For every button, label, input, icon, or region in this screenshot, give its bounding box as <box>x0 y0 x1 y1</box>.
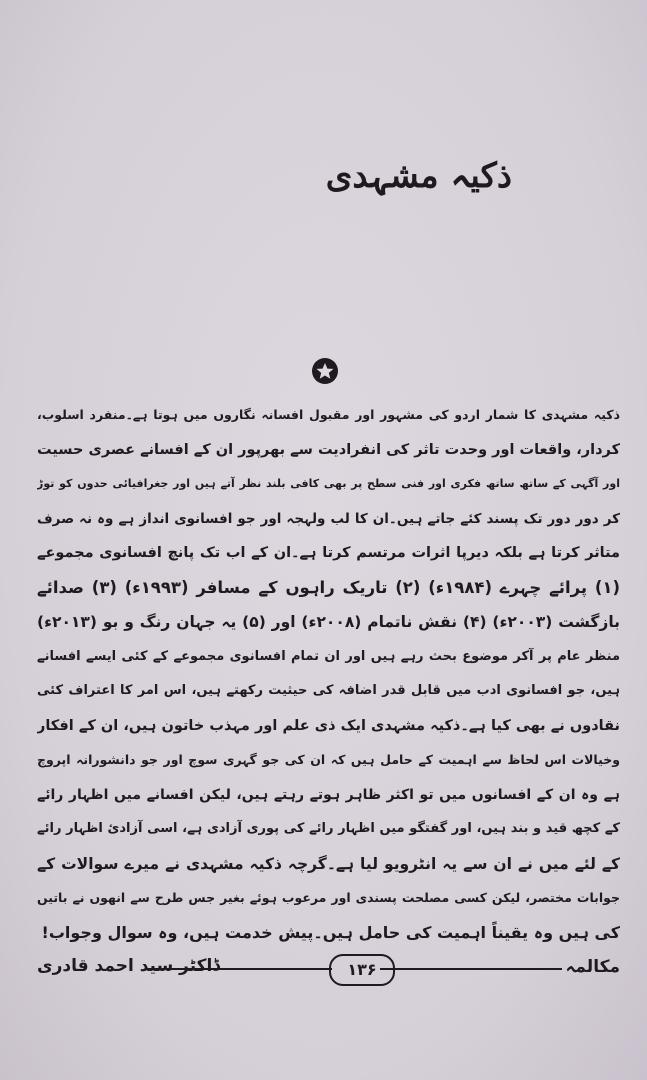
text-line: کی ہیں وہ یقیناً اہمیت کی حامل ہیں۔پیش خدمت ہیں، وہ سوال وجواب! <box>41 922 620 942</box>
page-number: ۱۳۶ <box>329 954 395 986</box>
text-line: وخیالات اس لحاظ سے اہمیت کے حامل ہیں کہ ان کی جو گہری سوچ اور جو دانشورانہ اپروچ <box>37 752 620 767</box>
text-line: کے کچھ قید و بند ہیں، اور گفتگو میں اظہار رائے کی پوری آزادی ہے، اسی آزادئ اظہار رائے <box>37 821 620 836</box>
text-line: کے لئے میں نے ان سے یہ انٹرویو لیا ہے۔گرچہ ذکیہ مشہدی نے میرے سوالات کے <box>37 854 620 873</box>
text-line: منظر عام پر آکر موضوع بحث رہے ہیں اور ان تمام افسانوی مجموعے کے کئی ایسے افسانے <box>37 648 620 664</box>
text-line: (۱) پرائے چہرے (۱۹۸۴ء) (۲) تاریک راہوں کے مسافر (۱۹۹۳ء) (۳) صدائے <box>37 577 620 597</box>
page-footer <box>37 954 620 984</box>
text-line: ہیں، جو افسانوی ادب میں قابل قدر اضافہ کی حیثیت رکھتے ہیں، اس امر کا اعتراف کئی <box>37 683 620 698</box>
footer-section-label: مکالمہ <box>565 957 620 977</box>
text-line: کردار، واقعات اور وحدت تاثر کی انفرادیت سے بھرپور ان کے افسانے عصری حسیت <box>37 441 620 458</box>
footer-author: ڈاکٹر سید احمد قادری <box>37 956 220 976</box>
footer-divider <box>380 968 562 970</box>
text-line: ذکیہ مشہدی کا شمار اردو کی مشہور اور مقبول افسانہ نگاروں میں ہوتا ہے۔منفرد اسلوب، <box>37 407 620 422</box>
page-title: ذکیہ مشہدی <box>325 156 512 196</box>
body-paragraph <box>37 398 620 950</box>
star-icon <box>312 358 338 384</box>
text-line: بازگشت (۲۰۰۳ء) (۴) نقش ناتمام (۲۰۰۸ء) اور (۵) یہ جہان رنگ و بو (۲۰۱۳ء) <box>37 613 620 631</box>
text-line: جوابات مختصر، لیکن کسی مصلحت پسندی اور مرعوب ہوئے بغیر جس طرح سے انھوں نے باتیں <box>37 890 620 905</box>
text-line: متاثر کرتا ہے بلکہ دیرپا اثرات مرتسم کرتا ہے۔ان کے اب تک پانچ افسانوی مجموعے <box>37 545 620 561</box>
text-line: کر دور دور تک پسند کئے جاتے ہیں۔ان کا لب ولہجہ اور جو افسانوی انداز ہے وہ نہ صرف <box>37 510 620 527</box>
text-line: ہے وہ ان کے افسانوں میں تو اکثر ظاہر ہوتے رہتے ہیں، لیکن افسانے میں اظہار رائے <box>37 786 620 803</box>
text-line: نقادوں نے بھی کیا ہے۔ذکیہ مشہدی ایک ذی علم اور مہذب خاتون ہیں، ان کے افکار <box>37 717 620 734</box>
text-line: اور آگہی کے ساتھ ساتھ فکری اور فنی سطح پر بھی کافی بلند نظر آتے ہیں اور جغرافیائی حدوں کو توڑ <box>37 477 620 490</box>
